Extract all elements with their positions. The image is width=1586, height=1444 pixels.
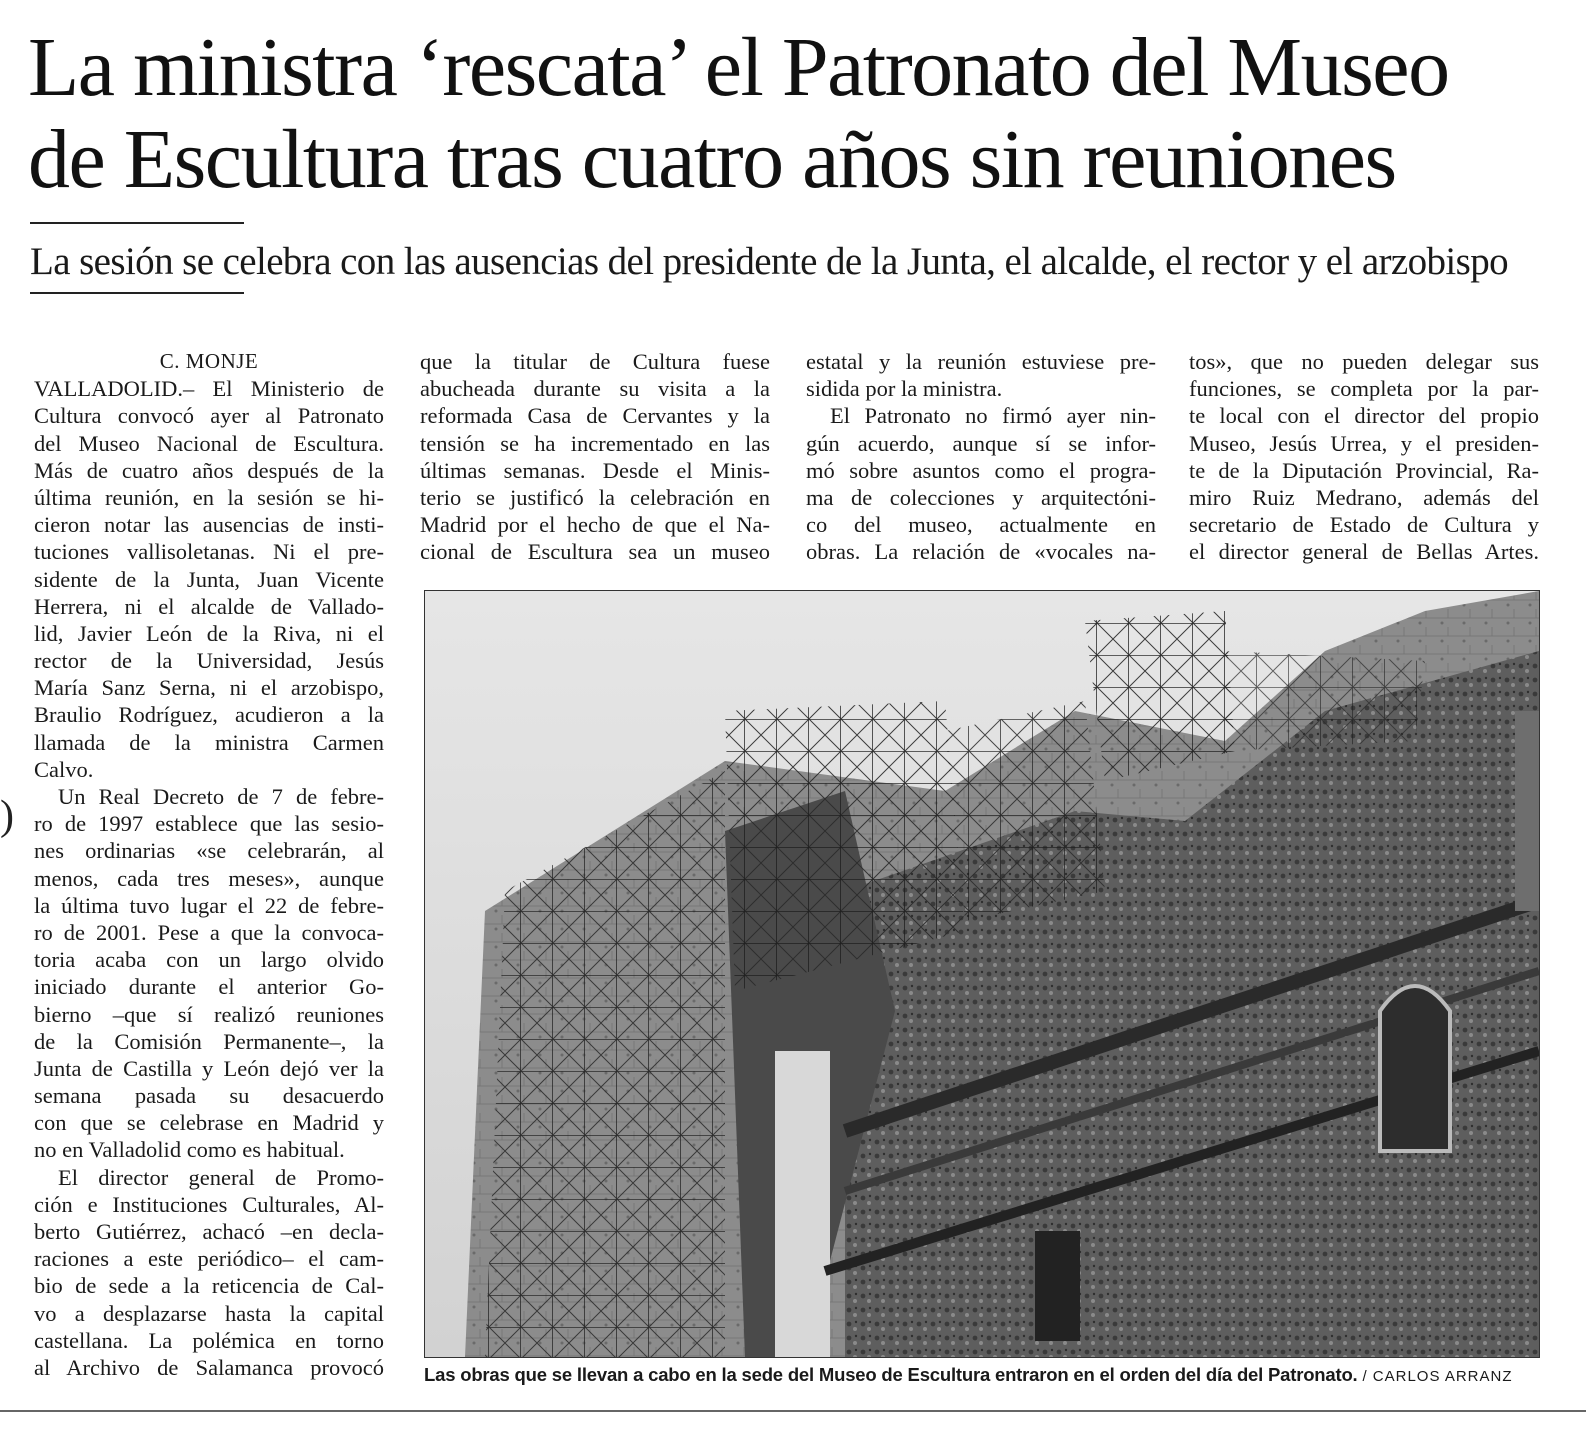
article-column-3 <box>806 348 1156 566</box>
article-line: lid, Javier León de la Riva, ni el <box>34 620 384 646</box>
article-line: últimas semanas. Desde el Minis- <box>420 457 770 483</box>
article-line: bierno –que sí realizó reuniones <box>34 1001 384 1027</box>
article-line: Un Real Decreto de 7 de febre- <box>58 784 384 809</box>
subheadline: La sesión se celebra con las ausencias del presidente de la Junta, el alcalde, el rector y el arzobispo <box>30 240 1509 283</box>
article-line: semana pasada su desacuerdo <box>34 1083 384 1109</box>
article-line: rector de la Universidad, Jesús <box>34 648 384 674</box>
article-line: castellana. La polémica en torno <box>34 1327 384 1353</box>
article-line: María Sanz Serna, ni el arzobispo, <box>34 675 384 701</box>
article-line: nes ordinarias «se celebrarán, al <box>34 838 384 864</box>
article-line: ro de 1997 establece que las sesio- <box>34 811 384 837</box>
article-line: tuciones vallisoletanas. Ni el pre- <box>34 539 384 565</box>
article-column-4 <box>1189 348 1539 566</box>
article-line: te local con el director del propio <box>1189 403 1539 429</box>
museum-facade-scaffolding-image <box>425 591 1539 1357</box>
article-line: mó sobre asuntos como el progra- <box>806 457 1156 483</box>
article-line: El Patronato no firmó ayer nin- <box>830 403 1156 429</box>
article-line: cieron notar las ausencias de insti- <box>34 512 384 538</box>
headline-line-1: La ministra ‘rescata’ el Patronato del Museo <box>28 21 1449 114</box>
article-line: de la Comisión Permanente–, la <box>34 1028 384 1054</box>
subhead-top-rule <box>30 222 244 224</box>
article-line: menos, cada tres meses», aunque <box>34 865 384 891</box>
headline <box>28 22 1558 206</box>
photo-caption <box>424 1364 1544 1386</box>
article-line: iniciado durante el anterior Go- <box>34 974 384 1000</box>
article-line: funciones, se completa por la par- <box>1189 376 1539 402</box>
article-line: del Museo Nacional de Escultura. <box>34 430 384 456</box>
article-line: ma de colecciones y arquitectóni- <box>806 484 1156 510</box>
article-column-1 <box>34 348 384 1381</box>
article-line: la última tuvo lugar el 22 de febre- <box>34 892 384 918</box>
article-line: bio de sede a la reticencia de Cal- <box>34 1273 384 1299</box>
article-line: Junta de Castilla y León dejó ver la <box>34 1055 384 1081</box>
article-line: cional de Escultura sea un museo <box>420 539 770 565</box>
page-bottom-rule <box>0 1410 1586 1412</box>
article-line: llamada de la ministra Carmen <box>34 729 384 755</box>
article-line: berto Gutiérrez, achacó –en decla- <box>34 1219 384 1244</box>
article-line: tensión se ha incrementado en las <box>420 430 770 456</box>
article-column-2 <box>420 348 770 566</box>
article-line: gún acuerdo, aunque sí se infor- <box>806 430 1156 456</box>
article-line: Más de cuatro años después de la <box>34 457 384 483</box>
subhead-bottom-rule <box>30 292 244 294</box>
article-line: que la titular de Cultura fuese <box>420 349 770 374</box>
headline-line-2: de Escultura tras cuatro años sin reuniones <box>28 113 1396 206</box>
article-line: estatal y la reunión estuviese pre- <box>806 349 1156 374</box>
article-line: Cultura convocó ayer al Patronato <box>34 403 384 429</box>
article-line: Museo, Jesús Urrea, y el presiden- <box>1189 430 1539 456</box>
article-line: Herrera, ni el alcalde de Vallado- <box>34 593 384 619</box>
article-line: última reunión, en la sesión se hi- <box>34 484 384 510</box>
byline: C. MONJE <box>159 349 259 373</box>
article-line: obras. La relación de «vocales na- <box>806 539 1156 565</box>
article-line: reformada Casa de Cervantes y la <box>420 403 770 429</box>
article-line: no en Valladolid como es habitual. <box>34 1137 345 1163</box>
article-line: VALLADOLID.– El Ministerio de <box>34 376 384 402</box>
article-line: el director general de Bellas Artes. <box>1189 539 1539 565</box>
article-line: secretario de Estado de Cultura y <box>1189 512 1539 538</box>
photo-caption-text: Las obras que se llevan a cabo en la sede del Museo de Escultura entraron en el orden del día del Patronato. <box>424 1364 1358 1385</box>
news-photo <box>424 590 1540 1358</box>
article-line: abucheada durante su visita a la <box>420 376 770 402</box>
article-line: co del museo, actualmente en <box>806 512 1156 538</box>
article-line: toria acaba con un largo olvido <box>34 947 384 973</box>
article-line: sidida por la ministra. <box>806 376 1003 402</box>
article-line: al Archivo de Salamanca provocó <box>34 1354 384 1380</box>
article-line: raciones a este periódico– el cam- <box>34 1246 384 1272</box>
article-line: te de la Diputación Provincial, Ra- <box>1189 457 1539 483</box>
article-line: con que se celebrase en Madrid y <box>34 1110 384 1136</box>
photo-credit: / CARLOS ARRANZ <box>1362 1368 1513 1385</box>
article-line: ción e Instituciones Culturales, Al- <box>34 1191 384 1217</box>
margin-mark: ) <box>0 793 14 839</box>
article-line: Calvo. <box>34 756 94 782</box>
article-line: El director general de Promo- <box>58 1164 384 1190</box>
article-line: Madrid por el hecho de que el Na- <box>420 512 770 538</box>
article-line: Braulio Rodríguez, acudieron a la <box>34 702 384 728</box>
article-line: tos», que no pueden delegar sus <box>1189 349 1539 374</box>
article-line: vo a desplazarse hasta la capital <box>34 1300 384 1326</box>
article-line: terio se justificó la celebración en <box>420 484 770 510</box>
article-line: sidente de la Junta, Juan Vicente <box>34 566 384 592</box>
article-line: miro Ruiz Medrano, además del <box>1189 484 1539 510</box>
article-line: ro de 2001. Pese a que la convoca- <box>34 919 384 945</box>
